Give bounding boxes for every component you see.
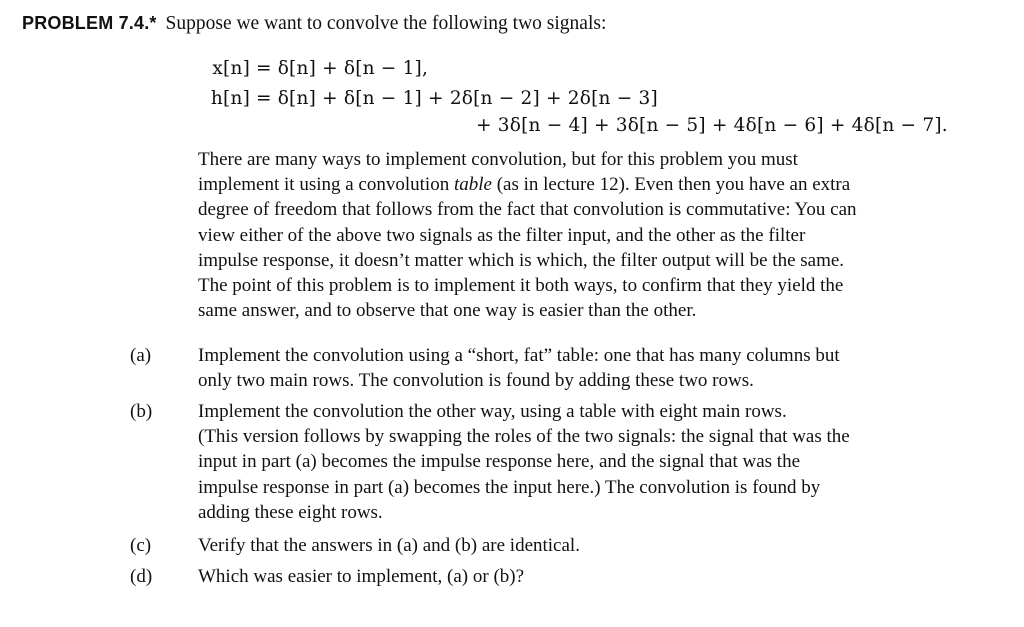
part-line: (This version follows by swapping the roles of the two signals: the signal that was the — [198, 426, 850, 448]
part-b — [130, 399, 940, 525]
part-line: input in part (a) becomes the impulse response here, and the signal that was the — [198, 451, 801, 473]
description-line: same answer, and to observe that one way is easier than the other. — [198, 300, 697, 322]
part-line: Implement the convolution using a “short, fat” table: one that has many columns but — [198, 345, 840, 366]
part-line: Which was easier to implement, (a) or (b)? — [198, 566, 525, 587]
equation-x-rhs: δ[n] + δ[n − 1], — [277, 58, 429, 79]
equation-h-lhs: h[n] — [210, 88, 250, 109]
part-c — [130, 533, 940, 558]
problem-heading — [22, 10, 606, 37]
description-line: view either of the above two signals as the filter input, and the other as the filter — [198, 224, 806, 246]
part-line: Implement the convolution the other way, using a table with eight main rows. — [198, 401, 787, 422]
part-tag: (d) — [130, 566, 153, 587]
part-tag: (a) — [130, 345, 152, 366]
problem-label: PROBLEM 7.4.* — [22, 13, 157, 33]
part-tag: (c) — [130, 535, 152, 556]
description-line: impulse response, it doesn’t matter which is which, the filter output will be the same. — [198, 249, 845, 271]
part-line: Verify that the answers in (a) and (b) are identical. — [198, 535, 580, 556]
equation-h-rhs-line2: + 3δ[n − 4] + 3δ[n − 5] + 4δ[n − 6] + 4δ[n − 7]. — [476, 115, 948, 136]
equation-h-continued — [476, 114, 948, 138]
part-d — [130, 564, 940, 589]
part-tag: (b) — [130, 401, 153, 422]
part-a — [130, 343, 940, 393]
description-line: degree of freedom that follows from the fact that convolution is commutative: You can — [198, 199, 857, 221]
equation-x: x[n] = δ[n] + δ[n − 1], — [198, 57, 428, 81]
part-line: impulse response in part (a) becomes the input here.) The convolution is found by — [198, 476, 821, 498]
description-line: implement it using a convolution table (as in lecture 12). Even then you have an extra — [198, 174, 851, 196]
description-paragraph — [198, 147, 938, 323]
part-line: only two main rows. The convolution is found by adding these two rows. — [198, 370, 754, 392]
description-line: There are many ways to implement convolution, but for this problem you must — [198, 149, 798, 170]
emphasis-table: table — [453, 174, 492, 196]
equation-x-lhs: x[n] — [212, 58, 250, 79]
description-line: The point of this problem is to implement it both ways, to confirm that they yield the — [198, 275, 844, 297]
problem-intro: Suppose we want to convolve the following two signals: — [165, 13, 607, 34]
equation-h: h[n] = δ[n] + δ[n − 1] + 2δ[n − 2] + 2δ[n − 3] — [198, 87, 658, 111]
part-line: adding these eight rows. — [198, 501, 383, 523]
equation-h-rhs-line1: δ[n] + δ[n − 1] + 2δ[n − 2] + 2δ[n − 3] — [277, 88, 658, 109]
